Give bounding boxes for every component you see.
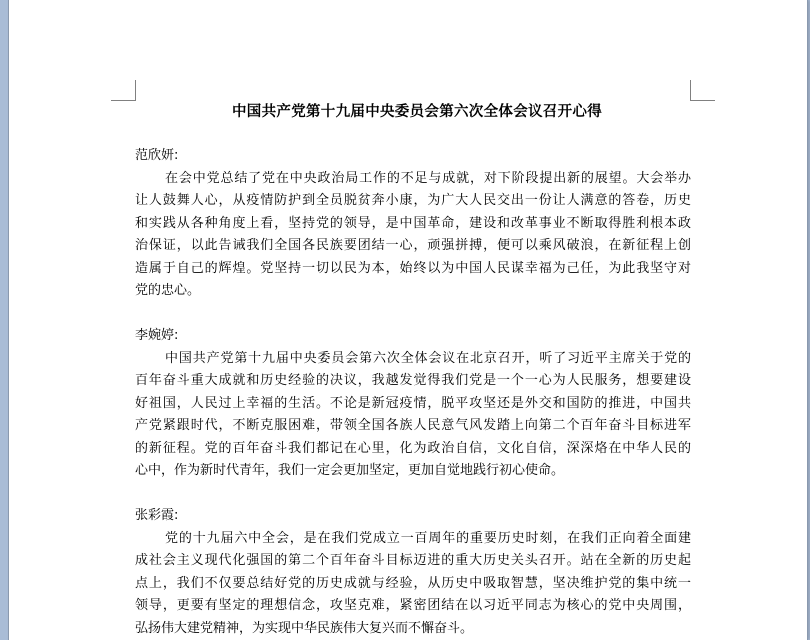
paragraph-line: 治保证，以此告诫我们全国各民族要团结一心，顽强拼搏，便可以乘风破浪，在新征程上创 xyxy=(135,235,691,258)
blank-line xyxy=(135,483,691,506)
document-title: 中国共产党第十九届中央委员会第六次全体会议召开心得 xyxy=(143,102,691,123)
section-paragraph xyxy=(135,168,691,303)
paragraph-line: 中国共产党第十九届中央委员会第六次全体会议在北京召开，听了习近平主席关于党的 xyxy=(135,348,691,371)
paragraph-line: 弘扬伟大建党精神，为实现中华民族伟大复兴而不懈奋斗。 xyxy=(135,618,691,640)
document-page[interactable] xyxy=(8,0,808,640)
blank-line xyxy=(135,303,691,326)
section-author: 李婉婷: xyxy=(135,325,691,348)
paragraph-line: 成社会主义现代化强国的第二个百年奋斗目标迈进的重大历史关头召开。站在全新的历史起 xyxy=(135,550,691,573)
paragraph-line: 党的忠心。 xyxy=(135,280,691,303)
paragraph-line: 领导，更要有坚定的理想信念，攻坚克难，紧密团结在以习近平同志为核心的党中央周围， xyxy=(135,595,691,618)
crop-mark-top-left xyxy=(111,80,136,101)
crop-mark-top-right xyxy=(690,80,715,101)
section-author: 张彩霞: xyxy=(135,505,691,528)
paragraph-line: 造属于自己的辉煌。党坚持一切以民为本，始终以为中国人民谋幸福为己任，为此我坚守对 xyxy=(135,258,691,281)
paragraph-line: 百年奋斗重大成就和历史经验的决议，我越发觉得我们党是一个一心为人民服务，想要建设 xyxy=(135,370,691,393)
paragraph-line: 产党紧跟时代，不断克服困难，带领全国各族人民意气风发踏上向第二个百年奋斗目标进军 xyxy=(135,415,691,438)
section-author: 范欣妍: xyxy=(135,145,691,168)
section-paragraph xyxy=(135,348,691,483)
document-body[interactable] xyxy=(135,102,691,640)
paragraph-line: 心中，作为新时代青年，我们一定会更加坚定，更加自觉地践行初心使命。 xyxy=(135,460,691,483)
paragraph-line: 党的十九届六中全会，是在我们党成立一百周年的重要历史时刻，在我们正向着全面建 xyxy=(135,528,691,551)
paragraph-line: 在会中党总结了党在中央政治局工作的不足与成就，对下阶段提出新的展望。大会举办 xyxy=(135,168,691,191)
paragraph-line: 和实践从各种角度上看，坚持党的领导，是中国革命，建设和改革事业不断取得胜利根本政 xyxy=(135,213,691,236)
title-spacer xyxy=(135,123,691,145)
section-paragraph xyxy=(135,528,691,640)
paragraph-line: 的新征程。党的百年奋斗我们都记在心里，化为政治自信，文化自信，深深烙在中华人民的 xyxy=(135,438,691,461)
paragraph-line: 好祖国，人民过上幸福的生活。不论是新冠疫情，脱平攻坚还是外交和国防的推进，中国共 xyxy=(135,393,691,416)
paragraph-line: 点上，我们不仅要总结好党的历史成就与经验，从历史中吸取智慧，坚决维护党的集中统一 xyxy=(135,573,691,596)
paragraph-line: 让人鼓舞人心，从疫情防护到全员脱贫奔小康，为广大人民交出一份让人满意的答卷，历史 xyxy=(135,190,691,213)
